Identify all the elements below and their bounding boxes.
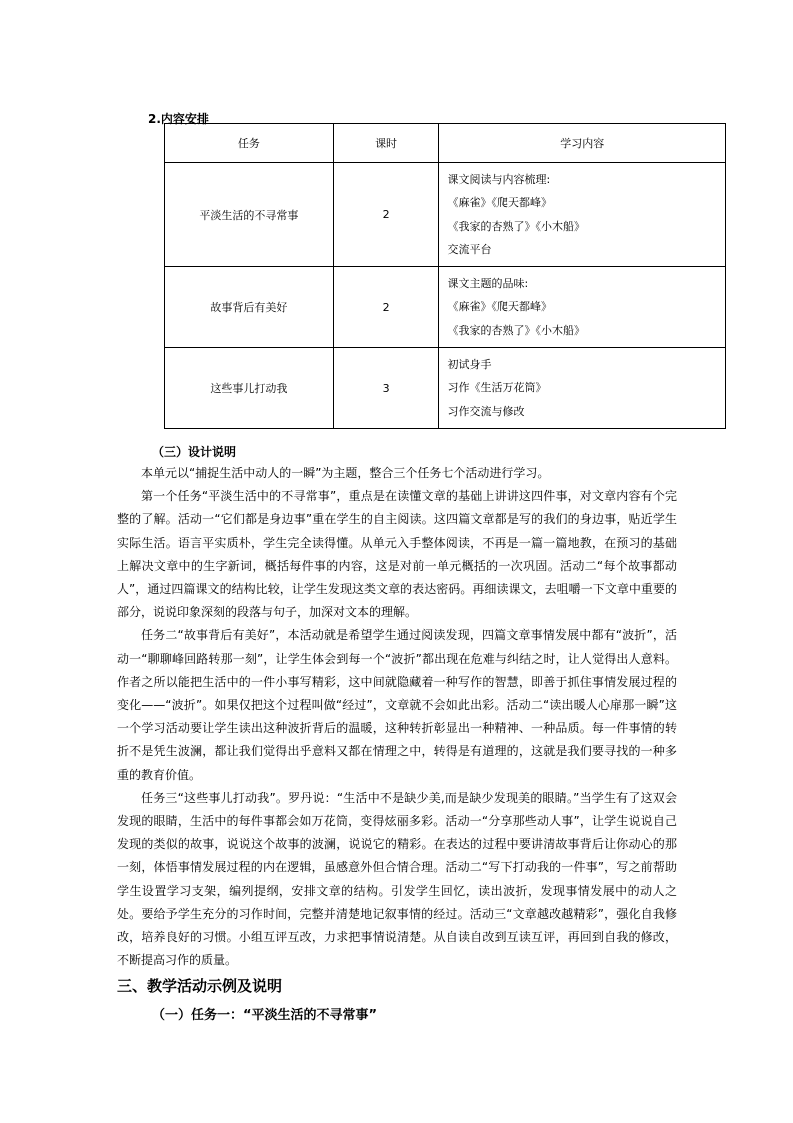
header-content: 学习内容 [439, 124, 726, 163]
header-task: 任务 [165, 124, 334, 163]
subsection-heading: （一）任务一：“平淡生活的不寻常事” [152, 1008, 378, 1023]
table-row [165, 163, 726, 267]
design-heading: （三）设计说明 [152, 445, 237, 459]
content-line: 《我家的杏熟了》《小木船》 [447, 323, 585, 337]
content-line: 课文主题的品味: [447, 276, 529, 290]
section-heading: 三、教学活动示例及说明 [117, 977, 283, 995]
content-line: 交流平台 [447, 243, 492, 256]
table-row [165, 267, 726, 348]
content-arrangement-table [164, 123, 726, 429]
task-cell: 平淡生活的不寻常事 [165, 163, 334, 267]
content-line: 《麻雀》《爬天都峰》 [447, 196, 552, 209]
hours-cell: 2 [333, 163, 439, 267]
section-title: 2.内容安排 [148, 112, 209, 126]
hours-cell: 2 [333, 267, 439, 348]
content-line: 课文阅读与内容梳理: [447, 172, 551, 186]
paragraph: 本单元以“捕捉生活中动人的一瞬”为主题，整合三个任务七个活动进行学习。 [141, 466, 550, 480]
content-cell [439, 348, 726, 429]
content-line: 习作交流与修改 [447, 404, 525, 418]
content-cell [439, 267, 726, 348]
content-line: 《麻雀》《爬天都峰》 [447, 300, 552, 314]
paragraph: 任务三“这些事儿打动我”。罗丹说：“生活中不是缺少美,而是缺少发现美的眼睛。”当学生有了这双会发现的眼睛，生活中的每件事都会如万花筒，变得炫丽多彩。活动一“分享那些动人事”，让学生说说自己发现的类似的故事，说说这个故事的波澜，说说它的精彩。在表达的过程中要讲清故事背后让你动心的那一刻，体悟事情发展过程的内在逻辑，虽感意外但合情合理。活动二“写下打动我的一件事”，写之前帮助学生设置学习支架，编列提纲，安排文章的结构。引发学生回忆，读出波折，发现事情发展中的动人之处。要给予学生充分的习作时间，完整并清楚地记叙事情的经过。活动三“文章越改越精彩”，强化自我修改，培养良好的习惯。小组互评互改，力求把事情说清楚。从自读自改到互读互评，再回到自我的修改，不断提高习作的质量。 [117, 790, 677, 968]
hours-cell: 3 [333, 348, 439, 429]
task-cell: 故事背后有美好 [165, 267, 334, 348]
content-cell [439, 163, 726, 267]
header-hours: 课时 [333, 124, 439, 163]
task-cell: 这些事儿打动我 [165, 348, 334, 429]
table-header-row [165, 124, 726, 163]
content-line: 《我家的杏熟了》《小木船》 [447, 219, 585, 233]
content-line: 初试身手 [447, 357, 492, 371]
paragraph: 任务二“故事背后有美好”，本活动就是希望学生通过阅读发现，四篇文章事情发展中都有“波折”，活动一“聊聊峰回路转那一刻”，让学生体会到每一个“波折”都出现在危难与纠结之时，让人觉得出人意料。作者之所以能把生活中的一件小事写精彩，这中间就隐藏着一种写作的智慧，即善于抓住事情发展过程的变化——“波折”。如果仅把这个过程叫做“经过”，文章就不会如此出彩。活动二“读出暖人心扉那一瞬”这一个学习活动要让学生读出这种波折背后的温暖，这种转折彰显出一种精神、一种品质。每一件事情的转折不是凭生波澜，都让我们觉得出乎意料又都在情理之中，转得是有道理的，这就是我们要寻找的一种多重的教育价值。 [117, 628, 677, 782]
design-body [117, 462, 677, 972]
content-line: 习作《生活万花筒》 [447, 381, 547, 395]
table-row [165, 348, 726, 429]
paragraph: 第一个任务“平淡生活中的不寻常事”，重点是在读懂文章的基础上讲讲这四件事，对文章内容有个完整的了解。活动一“它们都是身边事”重在学生的自主阅读。这四篇文章都是写的我们的身边事，贴近学生实际生活。语言平实质朴，学生完全读得懂。从单元入手整体阅读，不再是一篇一篇地教，在预习的基础上解决文章中的生字新词，概括每件事的内容，这是对前一单元概括的一次巩固。活动二“每个故事都动人”，通过四篇课文的结构比较，让学生发现这类文章的表达密码。再细读课文，去咀嚼一下文章中重要的部分，说说印象深刻的段落与句子，加深对文本的理解。 [117, 489, 677, 620]
